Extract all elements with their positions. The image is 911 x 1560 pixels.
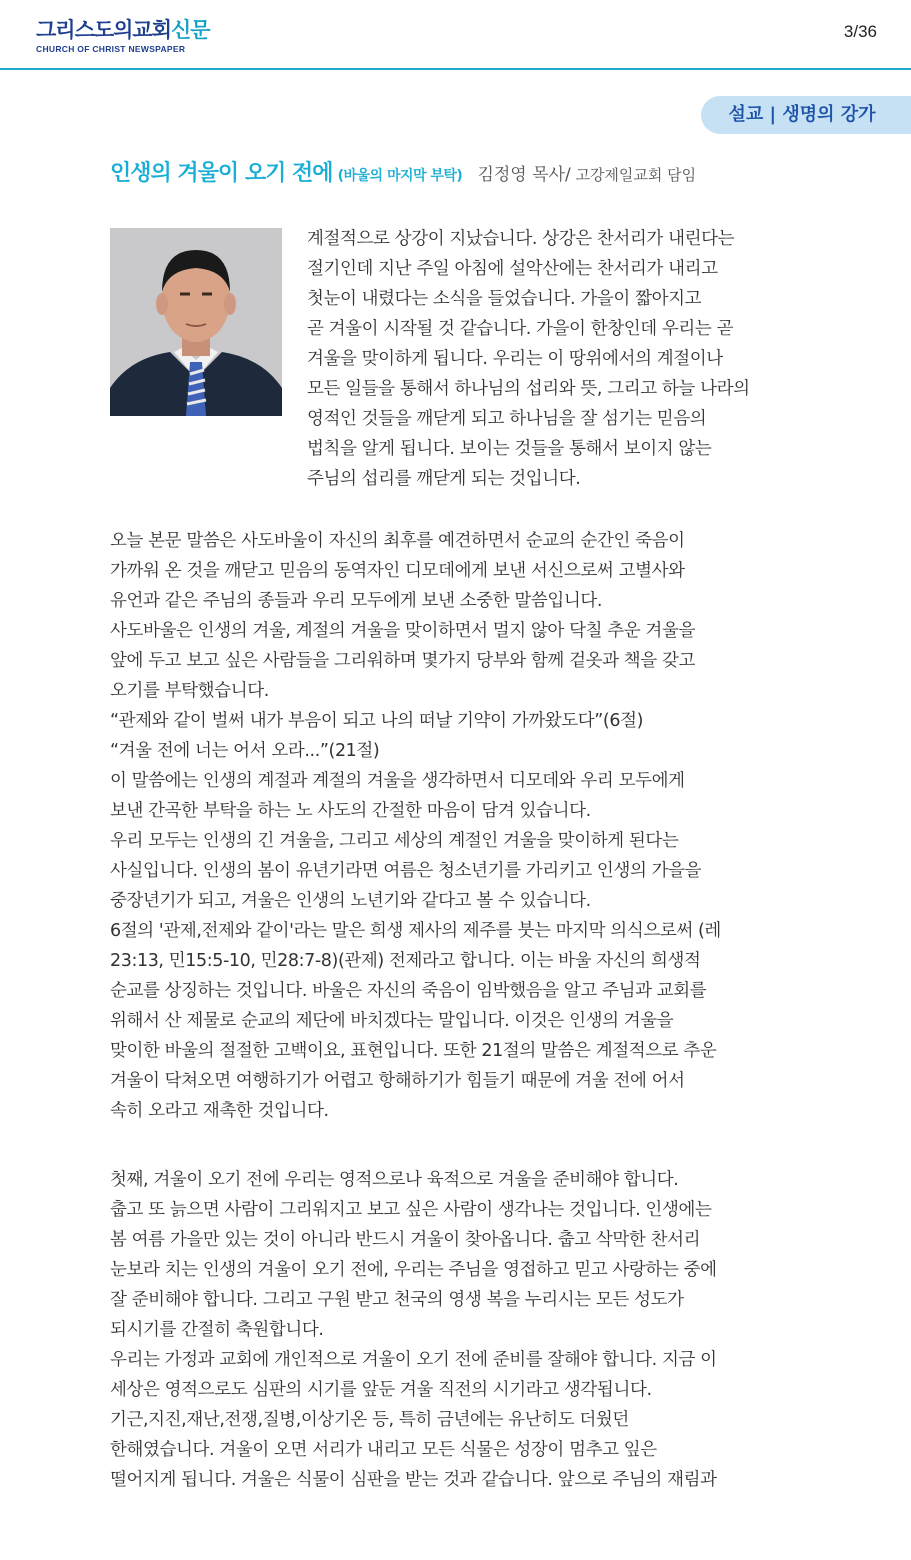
- masthead-korean-main: 그리스도의교회: [36, 18, 172, 42]
- text-line: 이 말씀에는 인생의 계절과 계절의 겨울을 생각하면서 디모데와 우리 모두에게: [110, 771, 685, 791]
- text-line: 가까워 온 것을 깨닫고 믿음의 동역자인 디모데에게 보낸 서신으로써 고별사와: [110, 561, 685, 581]
- masthead-english: CHURCH OF CHRIST NEWSPAPER: [36, 44, 186, 54]
- text-line: 23:13, 민15:5-10, 민28:7-8)(관제) 전제라고 합니다. 이는 바울 자신의 희생적: [110, 951, 701, 971]
- body-section-1: [110, 526, 830, 1126]
- text-line: 사실입니다. 인생의 봄이 유년기라면 여름은 청소년기를 가리키고 인생의 가을을: [110, 861, 702, 881]
- section-label: 설교 | 생명의 강가: [701, 96, 911, 134]
- text-line: 한해였습니다. 겨울이 오면 서리가 내리고 모든 식물은 성장이 멈추고 잎은: [110, 1440, 657, 1460]
- text-line: “겨울 전에 너는 어서 오라...”(21절): [110, 741, 380, 761]
- text-line: 오기를 부탁했습니다.: [110, 681, 269, 701]
- text-line: 보낸 간곡한 부탁을 하는 노 사도의 간절한 마음이 담겨 있습니다.: [110, 801, 591, 821]
- lead-paragraph: [307, 224, 817, 494]
- text-line: 춥고 또 늙으면 사람이 그리워지고 보고 싶은 사람이 생각나는 것입니다. 인생에는: [110, 1200, 712, 1220]
- header-divider: [0, 68, 911, 70]
- text-line: 속히 오라고 재촉한 것입니다.: [110, 1101, 329, 1121]
- text-line: 우리 모두는 인생의 긴 겨울을, 그리고 세상의 계절인 겨울을 맞이하게 된다는: [110, 831, 679, 851]
- text-line: 되시기를 간절히 축원합니다.: [110, 1320, 324, 1340]
- text-line: 겨울을 맞이하게 됩니다. 우리는 이 땅위에서의 계절이나: [307, 349, 723, 369]
- text-line: 주님의 섭리를 깨닫게 되는 것입니다.: [307, 469, 581, 489]
- text-line: 첫눈이 내렸다는 소식을 들었습니다. 가을이 짧아지고: [307, 289, 702, 309]
- text-line: 사도바울은 인생의 겨울, 계절의 겨울을 맞이하면서 멀지 않아 닥칠 추운 겨울을: [110, 621, 695, 641]
- text-line: 중장년기가 되고, 겨울은 인생의 노년기와 같다고 볼 수 있습니다.: [110, 891, 591, 911]
- text-line: 유언과 같은 주님의 종들과 우리 모두에게 보낸 소중한 말씀입니다.: [110, 591, 603, 611]
- body-section-2: [110, 1165, 830, 1495]
- text-line: 세상은 영적으로도 심판의 시기를 앞둔 겨울 직전의 시기라고 생각됩니다.: [110, 1380, 652, 1400]
- article-title-line: [110, 156, 890, 187]
- text-line: 순교를 상징하는 것입니다. 바울은 자신의 죽음이 임박했음을 알고 주님과 교회를: [110, 981, 707, 1001]
- text-line: 눈보라 치는 인생의 겨울이 오기 전에, 우리는 주님을 영접하고 믿고 사랑하는 중에: [110, 1260, 717, 1280]
- text-line: 영적인 것들을 깨닫게 되고 하나님을 잘 섬기는 믿음의: [307, 409, 707, 429]
- text-line: “관제와 같이 벌써 내가 부음이 되고 나의 떠날 기약이 가까왔도다”(6절): [110, 711, 644, 731]
- author-name: 김정영 목사/: [477, 165, 571, 185]
- text-line: 기근,지진,재난,전쟁,질병,이상기온 등, 특히 금년에는 유난히도 더웠던: [110, 1410, 629, 1430]
- author-photo-graphic: [110, 228, 282, 416]
- text-line: 6절의 '관제,전제와 같이'라는 말은 희생 제사의 제주를 붓는 마지막 의식으로써 (레: [110, 921, 721, 941]
- text-line: 앞에 두고 보고 싶은 사람들을 그리워하며 몇가지 당부와 함께 겉옷과 책을 갖고: [110, 651, 695, 671]
- text-line: 절기인데 지난 주일 아침에 설악산에는 찬서리가 내리고: [307, 259, 718, 279]
- text-line: 모든 일들을 통해서 하나님의 섭리와 뜻, 그리고 하늘 나라의: [307, 379, 750, 399]
- text-line: 봄 여름 가을만 있는 것이 아니라 반드시 겨울이 찾아옵니다. 춥고 삭막한 찬서리: [110, 1230, 701, 1250]
- text-line: 잘 준비해야 합니다. 그리고 구원 받고 천국의 영생 복을 누리시는 모든 성도가: [110, 1290, 684, 1310]
- text-line: 겨울이 닥쳐오면 여행하기가 어렵고 항해하기가 힘들기 때문에 겨울 전에 어서: [110, 1071, 685, 1091]
- article-title: 인생의 겨울이 오기 전에: [110, 161, 333, 186]
- author-church: 고강제일교회 담임: [570, 166, 697, 184]
- newspaper-masthead: [36, 18, 210, 54]
- author-photo: [110, 228, 282, 416]
- page-number: 3/36: [843, 22, 877, 41]
- text-line: 떨어지게 됩니다. 겨울은 식물이 심판을 받는 것과 같습니다. 앞으로 주님의 재림과: [110, 1470, 717, 1490]
- article-subtitle: (바울의 마지막 부탁): [337, 168, 463, 184]
- text-line: 계절적으로 상강이 지났습니다. 상강은 찬서리가 내린다는: [307, 229, 735, 249]
- masthead-korean-accent: 신문: [171, 18, 210, 42]
- text-line: 우리는 가정과 교회에 개인적으로 겨울이 오기 전에 준비를 잘해야 합니다. 지금 이: [110, 1350, 717, 1370]
- text-line: 첫째, 겨울이 오기 전에 우리는 영적으로나 육적으로 겨울을 준비해야 합니다.: [110, 1170, 679, 1190]
- text-line: 위해서 산 제물로 순교의 제단에 바치겠다는 말입니다. 이것은 인생의 겨울을: [110, 1011, 674, 1031]
- text-line: 법칙을 알게 됩니다. 보이는 것들을 통해서 보이지 않는: [307, 439, 712, 459]
- text-line: 맞이한 바울의 절절한 고백이요, 표현입니다. 또한 21절의 말씀은 계절적으로 추운: [110, 1041, 717, 1061]
- text-line: 오늘 본문 말씀은 사도바울이 자신의 최후를 예견하면서 순교의 순간인 죽음이: [110, 531, 685, 551]
- text-line: 곧 겨울이 시작될 것 같습니다. 가을이 한창인데 우리는 곧: [307, 319, 734, 339]
- masthead-korean: [36, 18, 210, 42]
